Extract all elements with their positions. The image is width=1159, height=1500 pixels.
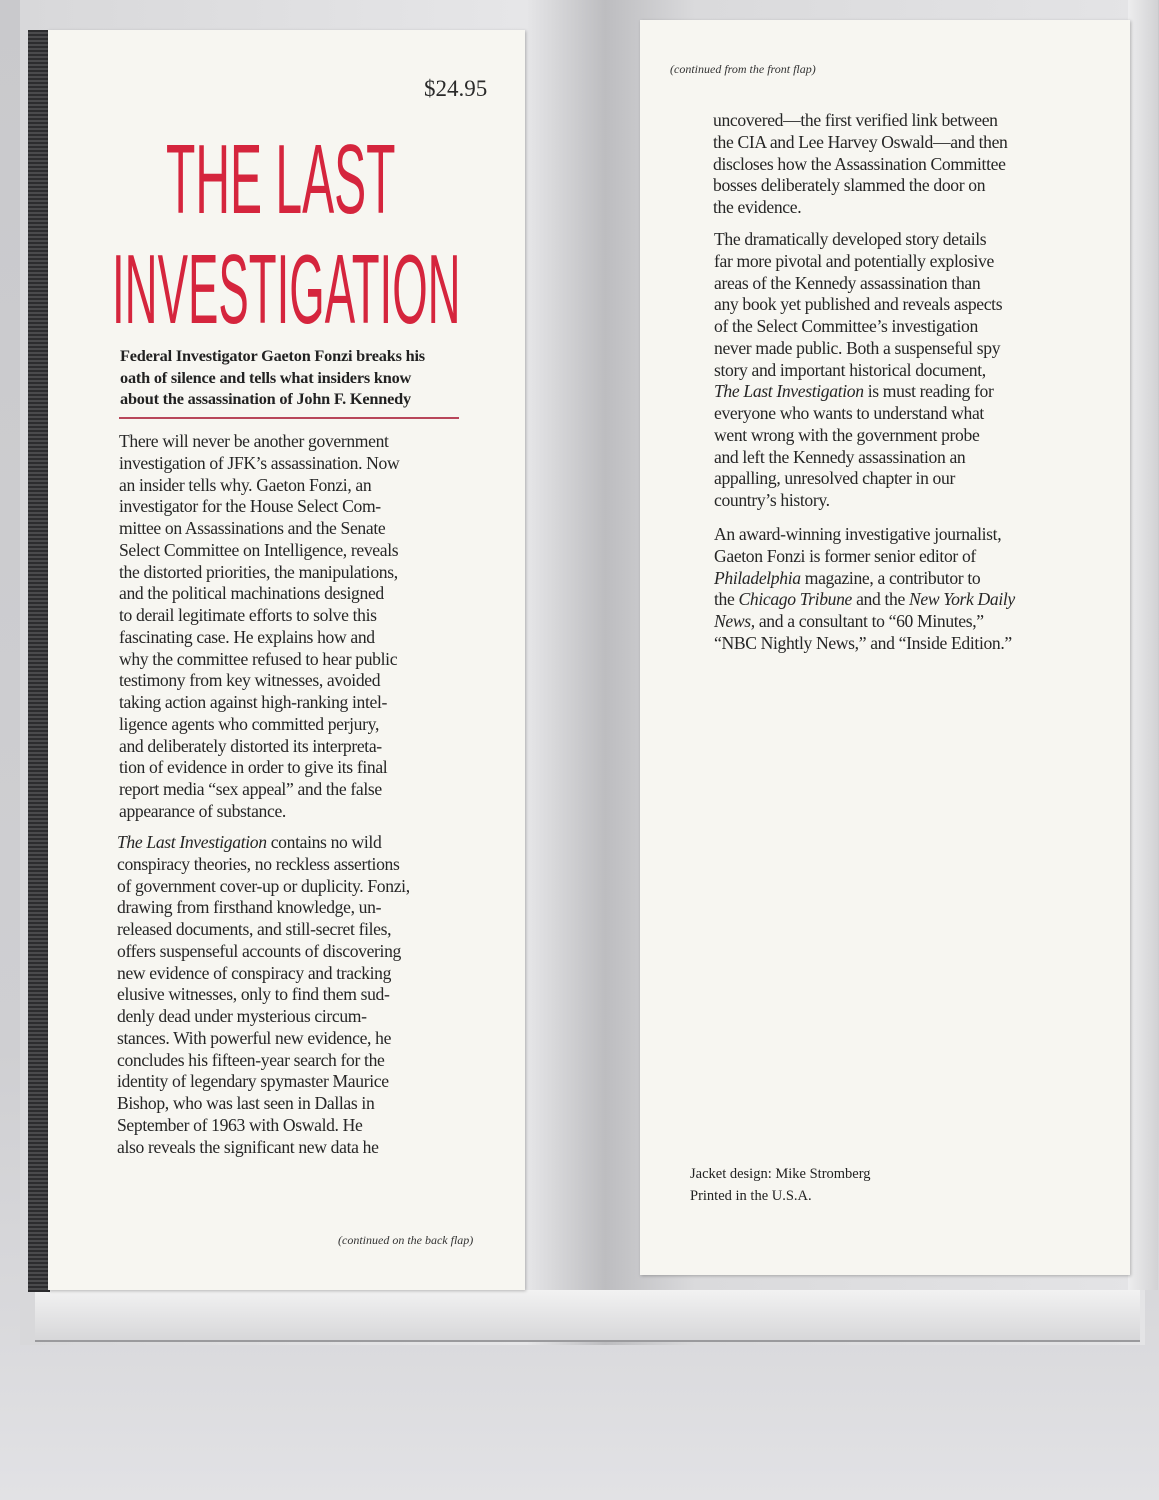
price: $24.95 bbox=[424, 76, 488, 101]
continued-note: (continued on the back flap) bbox=[338, 1233, 474, 1247]
publication-name: New York Daily News, bbox=[714, 589, 1015, 631]
book-title-italic: The Last Investigation bbox=[117, 832, 267, 852]
author-bio bbox=[714, 524, 1015, 655]
back-paragraph-2 bbox=[714, 229, 1002, 512]
book-title-italic: The Last Investigation bbox=[714, 381, 864, 402]
paragraph-text: and a consultant to “60 Minutes,” “NBC Nightly News,” and “Inside Edition.” bbox=[714, 611, 1012, 653]
jacket-bottom-edge bbox=[35, 1290, 1140, 1342]
book-title-line1: THE LAST bbox=[166, 124, 396, 234]
book-title-line2: INVESTIGATION bbox=[112, 234, 461, 344]
credits: Jacket design: Mike Stromberg Printed in the U.S.A. bbox=[690, 1166, 871, 1204]
divider bbox=[119, 417, 459, 419]
paragraph-text: magazine, a contributor to the bbox=[714, 567, 981, 610]
book-spine-edge bbox=[28, 30, 50, 1292]
paragraph-text: and the bbox=[852, 589, 909, 610]
front-paragraph-2 bbox=[117, 832, 410, 1158]
paragraph-text: is must reading for everyone who wants to understand what went wrong with the government probe and left the Kennedy assassination an appalling, unresolved chapter in our country’s history. bbox=[714, 381, 994, 510]
jacket-right-edge bbox=[1128, 0, 1158, 1290]
continued-from-note: (continued from the front flap) bbox=[670, 62, 816, 76]
paragraph-text: An award-winning investigative journalist, Gaeton Fonzi is former senior editor of bbox=[714, 524, 1002, 566]
back-paragraph-1: uncovered—the first verified link between the CIA and Lee Harvey Oswald—and then discloses how the Assassination Committee bosses deliberately slammed the door on the evidence. bbox=[713, 110, 1008, 217]
paragraph-text: contains no wild conspiracy theories, no reckless assertions of government cover-up or duplicity. Fonzi, drawing from firsthand knowledge, un- released documents, and still-secret files, offers suspenseful accounts of discovering new evidence of conspiracy and tracking elusive witnesses, only to find them sud- denly dead under mysterious circum- stances. With powerful new evidence, he concludes his fifteen-year search for the identity of legendary spymaster Maurice Bishop, who was last seen in Dallas in September of 1963 with Oswald. He also reveals the significant new data he bbox=[117, 832, 410, 1157]
subheading: Federal Investigator Gaeton Fonzi breaks his oath of silence and tells what insiders know about the assassination of John F. Kennedy bbox=[120, 346, 425, 408]
paragraph-text: The dramatically developed story details far more pivotal and potentially explosive areas of the Kennedy assassination than any book yet published and reveals aspects of the Select Committee’s investigation never made public. Both a suspenseful spy story and important historical document, bbox=[714, 229, 1003, 380]
publication-name: Philadelphia bbox=[714, 567, 801, 588]
front-paragraph-1: There will never be another government investigation of JFK’s assassination. Now an insider tells why. Gaeton Fonzi, an investigator for the House Select Com- mittee on Assassinations and the Senate Select Committee on Intelligence, reveals the distorted priorities, the manipulations, and the political machinations designed to derail legitimate efforts to solve this fascinating case. He explains how and why the committee refused to hear public testimony from key witnesses, avoided taking action against high-ranking intel- ligence agents who committed perjury, and deliberately distorted its interpreta- tion of evidence in order to give its final report media “sex appeal” and the false appearance of substance. bbox=[119, 431, 400, 821]
publication-name: Chicago Tribune bbox=[738, 589, 853, 610]
